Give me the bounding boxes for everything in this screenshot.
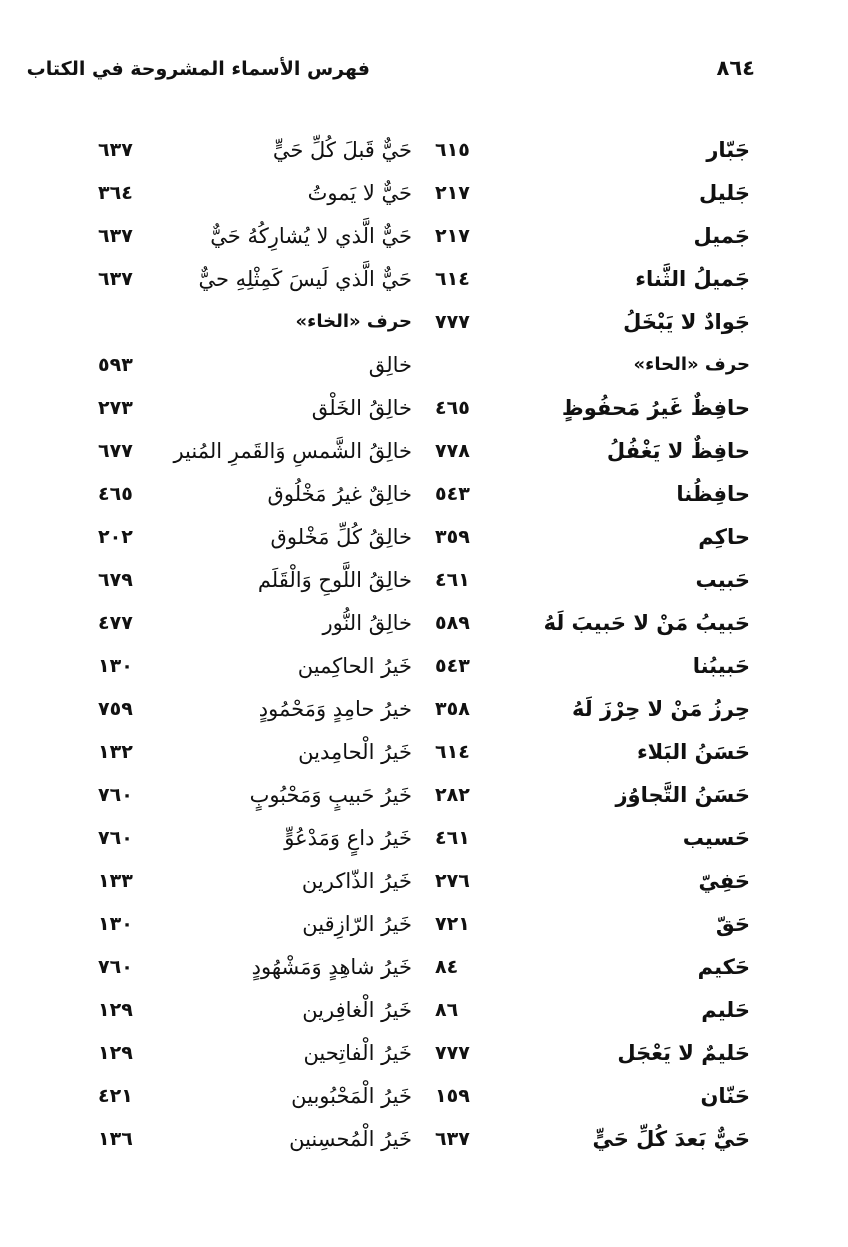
index-name-left: خيرُ حامِدٍ وَمَحْمُودٍ bbox=[258, 697, 412, 721]
page-number: ٨٦٤ bbox=[716, 56, 755, 80]
index-page-right: ٦١٥ bbox=[435, 139, 470, 161]
index-name-right: حاكِم bbox=[698, 525, 750, 549]
index-name-right: حَبيب bbox=[695, 568, 750, 592]
index-table bbox=[0, 130, 848, 1162]
section-heading: حرف «الحاء» bbox=[633, 354, 750, 375]
index-page-right: ٢٨٢ bbox=[435, 784, 470, 806]
index-page-left: ١٢٩ bbox=[98, 1042, 133, 1064]
index-name-right: حَفِيّ bbox=[698, 869, 750, 893]
index-page-right: ٨٦ bbox=[435, 999, 459, 1021]
index-page-right: ٧٧٧ bbox=[435, 311, 470, 333]
index-name-left: خَيرُ الْحامِدين bbox=[298, 740, 412, 764]
index-name-left: خَيرُ شاهِدٍ وَمَشْهُودٍ bbox=[251, 955, 412, 979]
index-page-right: ٨٤ bbox=[435, 956, 459, 978]
index-row bbox=[0, 388, 848, 431]
index-row bbox=[0, 1119, 848, 1162]
index-page-right: ٥٨٩ bbox=[435, 612, 470, 634]
index-page-left: ٦٣٧ bbox=[98, 139, 133, 161]
index-row bbox=[0, 904, 848, 947]
index-page-right: ٢١٧ bbox=[435, 225, 470, 247]
index-name-left: خالِقُ كُلِّ مَخْلوق bbox=[270, 525, 412, 549]
index-page-right: ٤٦١ bbox=[435, 569, 470, 591]
index-name-left: خالِق bbox=[368, 353, 412, 377]
index-page-right: ٤٦٥ bbox=[435, 397, 470, 419]
index-name-left: خَيرُ الرّازِقين bbox=[302, 912, 412, 936]
index-name-left: خالِقُ الخَلْق bbox=[311, 396, 412, 420]
index-page-right: ٣٥٨ bbox=[435, 698, 470, 720]
index-name-right: جَبّار bbox=[706, 138, 750, 162]
index-row bbox=[0, 216, 848, 259]
index-page-left: ١٣٠ bbox=[98, 913, 133, 935]
index-page-left: ٦٧٧ bbox=[98, 440, 133, 462]
index-name-left: خَيرُ الذّاكرين bbox=[301, 869, 412, 893]
index-row bbox=[0, 990, 848, 1033]
index-page-right: ٧٧٧ bbox=[435, 1042, 470, 1064]
index-name-right: حَبيبُنا bbox=[692, 654, 750, 678]
index-name-left: خالِقُ الشَّمسِ وَالقَمرِ المُنير bbox=[173, 439, 412, 463]
index-page-left: ١٣٢ bbox=[98, 741, 133, 763]
index-name-left: خَيرُ الْمَحْبُوبين bbox=[291, 1084, 412, 1108]
index-row bbox=[0, 947, 848, 990]
index-row bbox=[0, 646, 848, 689]
index-name-right: جَميل bbox=[693, 224, 750, 248]
index-page-left: ٧٦٠ bbox=[98, 784, 133, 806]
index-name-left: خَيرُ الْمُحسِنين bbox=[289, 1127, 412, 1151]
index-row bbox=[0, 431, 848, 474]
index-page-left: ٦٣٧ bbox=[98, 268, 133, 290]
index-row bbox=[0, 259, 848, 302]
index-page-left: ٤٧٧ bbox=[98, 612, 133, 634]
index-page-right: ٧٧٨ bbox=[435, 440, 470, 462]
index-page-right: ٧٢١ bbox=[435, 913, 470, 935]
index-page-right: ٢١٧ bbox=[435, 182, 470, 204]
index-row bbox=[0, 861, 848, 904]
index-name-left: حَيٌّ الَّذي لَيسَ كَمِثْلِهِ حيٌّ bbox=[198, 267, 412, 291]
index-name-right: حَسَنُ البَلاء bbox=[636, 740, 750, 764]
index-row bbox=[0, 689, 848, 732]
index-name-right: حافِظُنا bbox=[676, 482, 750, 506]
index-page-left: ١٣٣ bbox=[98, 870, 133, 892]
index-row bbox=[0, 1076, 848, 1119]
index-page-right: ٥٤٣ bbox=[435, 483, 470, 505]
index-name-right: حَكيم bbox=[697, 955, 750, 979]
index-name-left: خالِقُ النُّور bbox=[322, 611, 412, 635]
index-name-left: خَيرُ داعٍ وَمَدْعُوٍّ bbox=[284, 826, 412, 850]
index-name-right: جَميلُ الثَّناء bbox=[635, 267, 750, 291]
index-page-left: ٥٩٣ bbox=[98, 354, 133, 376]
index-name-left: خالِقٌ غيرُ مَخْلُوق bbox=[267, 482, 412, 506]
index-name-right: حِرزُ مَنْ لا حِرْزَ لَهُ bbox=[572, 697, 750, 721]
index-row bbox=[0, 173, 848, 216]
index-name-right: حَسَنُ التَّجاوُز bbox=[615, 783, 750, 807]
index-name-left: خَيرُ الحاكِمين bbox=[297, 654, 412, 678]
index-page-left: ٣٦٤ bbox=[98, 182, 133, 204]
index-page-right: ٣٥٩ bbox=[435, 526, 470, 548]
index-page-right: ٦١٤ bbox=[435, 741, 470, 763]
index-name-left: خَيرُ الْفاتِحين bbox=[303, 1041, 412, 1065]
index-name-right: حَقّ bbox=[715, 912, 750, 936]
index-row bbox=[0, 603, 848, 646]
index-row bbox=[0, 345, 848, 388]
index-name-right: جَوادٌ لا يَبْخَلُ bbox=[623, 310, 750, 334]
index-page-left: ٦٧٩ bbox=[98, 569, 133, 591]
index-row bbox=[0, 732, 848, 775]
index-page-left: ٢٠٢ bbox=[98, 526, 133, 548]
index-row bbox=[0, 474, 848, 517]
index-name-left: حَيٌّ لا يَموتُ bbox=[307, 181, 412, 205]
section-heading: حرف «الخاء» bbox=[295, 311, 412, 332]
index-name-right: حَليم bbox=[701, 998, 750, 1022]
index-page-left: ٢٧٣ bbox=[98, 397, 133, 419]
index-name-right: حَسيب bbox=[682, 826, 750, 850]
index-name-right: حَبيبُ مَنْ لا حَبيبَ لَهُ bbox=[543, 611, 750, 635]
index-page-right: ٦١٤ bbox=[435, 268, 470, 290]
index-row bbox=[0, 517, 848, 560]
index-page-left: ١٣٦ bbox=[98, 1128, 133, 1150]
index-page-left: ٧٦٠ bbox=[98, 956, 133, 978]
index-name-right: حَيٌّ بَعدَ كُلِّ حَيٍّ bbox=[592, 1127, 750, 1151]
index-row bbox=[0, 1033, 848, 1076]
index-page-left: ٦٣٧ bbox=[98, 225, 133, 247]
running-header-title: فهرس الأسماء المشروحة في الكتاب bbox=[26, 58, 370, 80]
index-name-right: حَنّان bbox=[700, 1084, 750, 1108]
index-page-left: ٤٢١ bbox=[98, 1085, 133, 1107]
index-page-right: ١٥٩ bbox=[435, 1085, 470, 1107]
index-page-left: ٧٥٩ bbox=[98, 698, 133, 720]
index-name-right: حافِظٌ لا يَغْفُلُ bbox=[606, 439, 750, 463]
index-page-right: ٤٦١ bbox=[435, 827, 470, 849]
index-page-right: ٦٣٧ bbox=[435, 1128, 470, 1150]
index-page-right: ٥٤٣ bbox=[435, 655, 470, 677]
index-page-left: ٧٦٠ bbox=[98, 827, 133, 849]
index-name-left: خَيرُ الْغافِرين bbox=[302, 998, 412, 1022]
index-page-left: ٤٦٥ bbox=[98, 483, 133, 505]
index-row bbox=[0, 130, 848, 173]
index-name-left: حَيٌّ قَبلَ كُلِّ حَيٍّ bbox=[272, 138, 412, 162]
index-name-right: جَليل bbox=[698, 181, 750, 205]
index-row bbox=[0, 818, 848, 861]
index-row bbox=[0, 560, 848, 603]
index-name-right: حافِظٌ غَيرُ مَحفُوظٍ bbox=[561, 396, 750, 420]
index-name-left: حَيٌّ الَّذي لا يُشارِكُهُ حَيٌّ bbox=[210, 224, 412, 248]
index-name-right: حَليمٌ لا يَعْجَل bbox=[617, 1041, 750, 1065]
index-page-left: ١٢٩ bbox=[98, 999, 133, 1021]
index-page-left: ١٣٠ bbox=[98, 655, 133, 677]
index-page-right: ٢٧٦ bbox=[435, 870, 470, 892]
index-name-left: خَيرُ حَبيبٍ وَمَحْبُوبٍ bbox=[249, 783, 412, 807]
index-row bbox=[0, 302, 848, 345]
index-name-left: خالِقُ اللَّوحِ وَالْقَلَم bbox=[257, 568, 412, 592]
index-row bbox=[0, 775, 848, 818]
